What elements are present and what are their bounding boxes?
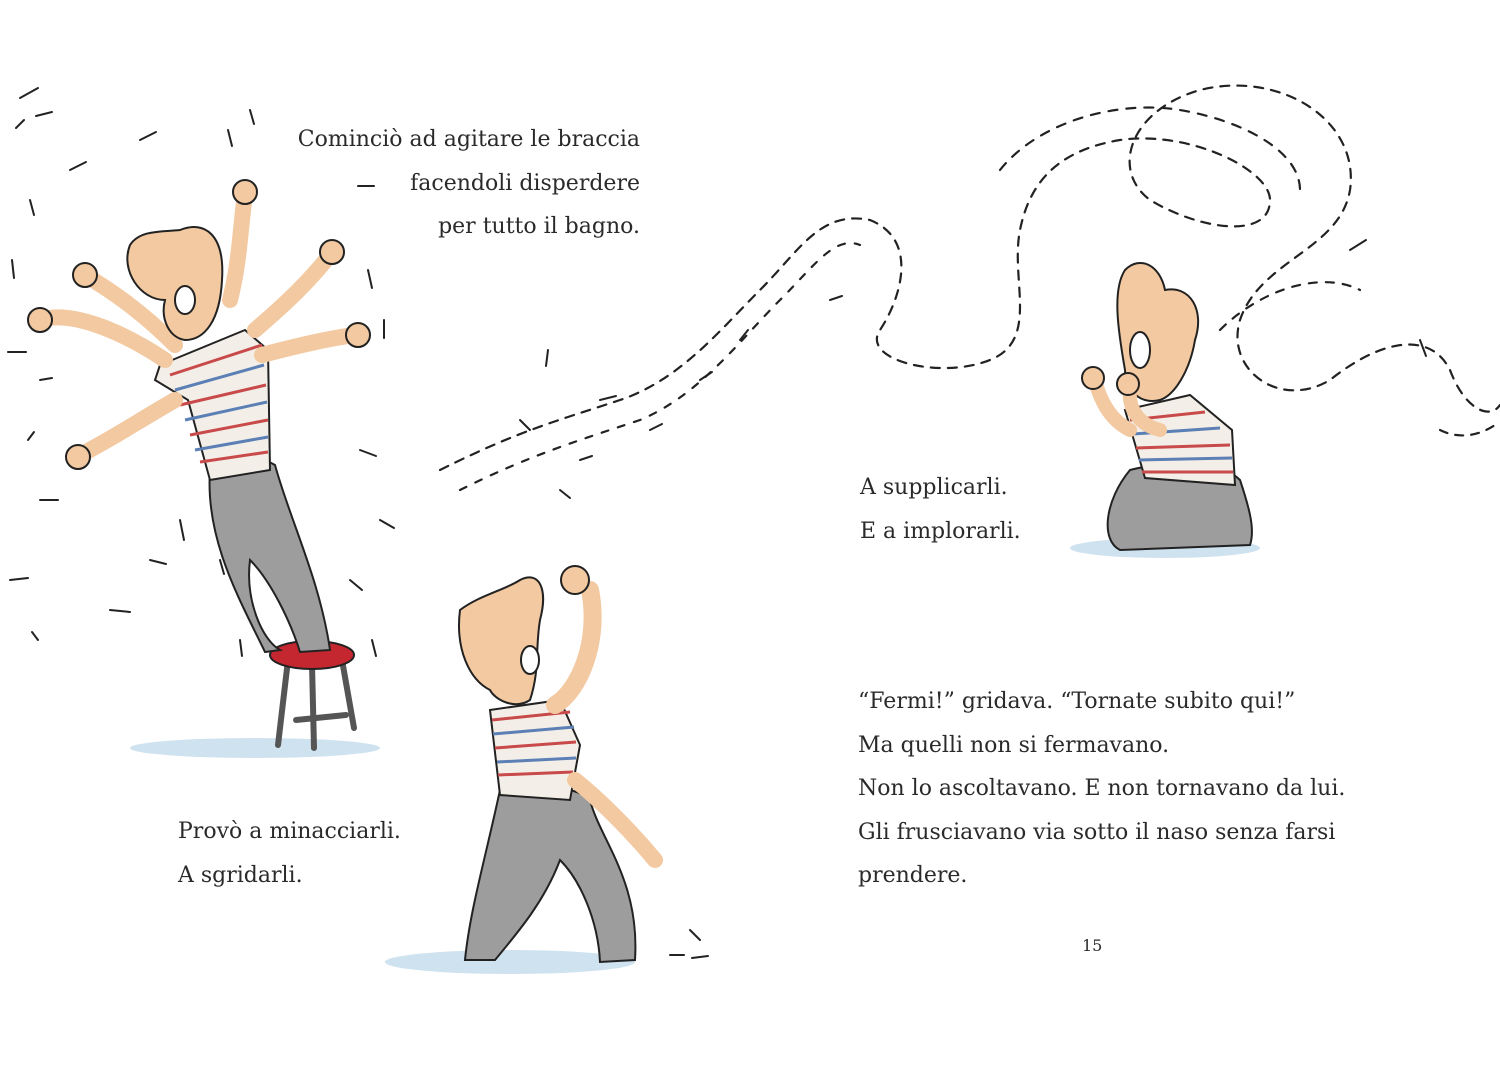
figure-man-on-stool bbox=[28, 180, 380, 758]
text-line: Non lo ascoltavano. E non tornavano da lui. bbox=[858, 776, 1346, 801]
figure-man-shouting bbox=[385, 566, 655, 974]
text-line: E a implorarli. bbox=[860, 518, 1021, 544]
text-line: prendere. bbox=[858, 863, 968, 888]
text-block-plead bbox=[860, 466, 1021, 553]
text-line: “Fermi!” gridava. “Tornate subito qui!” bbox=[858, 689, 1296, 714]
text-block-arms bbox=[230, 118, 640, 249]
text-line: Cominciò ad agitare le braccia bbox=[297, 127, 640, 152]
text-block-threaten bbox=[178, 810, 401, 897]
text-line: A supplicarli. bbox=[860, 475, 1008, 500]
figure-man-kneeling bbox=[1070, 263, 1260, 558]
text-block-dialogue bbox=[858, 680, 1345, 898]
page-number: 15 bbox=[1082, 936, 1103, 955]
text-line: A sgridarli. bbox=[178, 862, 303, 888]
text-line: Gli frusciavano via sotto il naso senza farsi bbox=[858, 819, 1336, 845]
text-line: per tutto il bagno. bbox=[438, 214, 640, 239]
text-line: Provò a minacciarli. bbox=[178, 819, 401, 844]
text-line: Ma quelli non si fermavano. bbox=[858, 732, 1170, 758]
text-line: facendoli disperdere bbox=[410, 170, 640, 196]
